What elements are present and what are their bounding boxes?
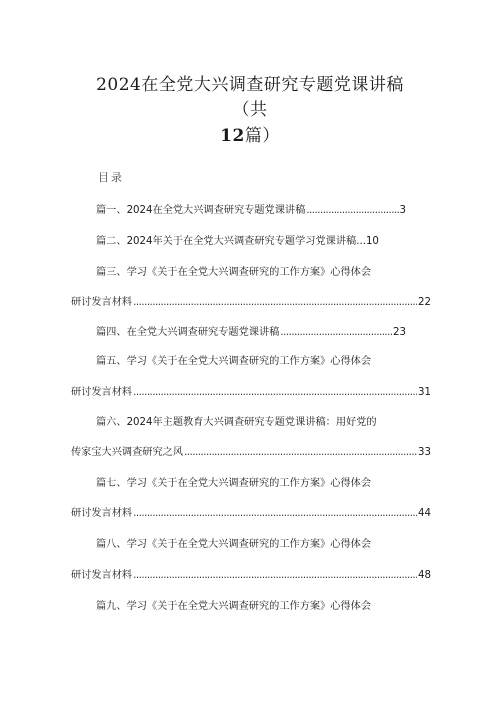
toc-entry-prefix: 篇六、 bbox=[96, 417, 127, 428]
toc-entry-cont: 研讨发言材料 bbox=[71, 387, 133, 398]
title-suffix: 篇） bbox=[244, 126, 280, 146]
toc-page-number: 22 bbox=[418, 297, 431, 308]
toc-entry-cont: 研讨发言材料 bbox=[71, 297, 133, 308]
toc-page-number: 23 bbox=[393, 327, 406, 338]
leader-dots bbox=[184, 447, 417, 458]
toc-entry-6-continuation[interactable] bbox=[71, 443, 431, 458]
leader-dots bbox=[280, 327, 392, 338]
toc-entry-prefix: 篇四、 bbox=[96, 327, 127, 338]
toc-entry-cont: 传家宝大兴调查研究之风 bbox=[71, 447, 184, 458]
toc-entry-prefix: 篇三、 bbox=[96, 267, 127, 278]
toc-entry-2[interactable] bbox=[96, 232, 406, 247]
leader-dots bbox=[133, 570, 417, 581]
leader-dots bbox=[133, 508, 417, 519]
toc-entry-5-continuation[interactable] bbox=[71, 383, 431, 398]
toc-entry-text: 学习《关于在全党大兴调查研究的工作方案》心得体会 bbox=[126, 601, 372, 612]
toc-entry-prefix: 篇五、 bbox=[96, 356, 127, 367]
title-line-3 bbox=[0, 121, 500, 146]
toc-entry-text: 2024年关于在全党大兴调查研究专题学习党课讲稿... bbox=[126, 236, 366, 247]
toc-entry-7-continuation[interactable] bbox=[71, 504, 431, 519]
toc-entry-text: 学习《关于在全党大兴调查研究的工作方案》心得体会 bbox=[126, 539, 372, 550]
toc-entry-prefix: 篇九、 bbox=[96, 601, 127, 612]
toc-entry-3[interactable] bbox=[96, 263, 371, 278]
toc-entry-text: 在全党大兴调查研究专题党课讲稿 bbox=[126, 327, 280, 338]
toc-entry-3-continuation[interactable] bbox=[71, 293, 431, 308]
toc-page-number: 44 bbox=[418, 508, 431, 519]
toc-entry-text: 学习《关于在全党大兴调查研究的工作方案》心得体会 bbox=[126, 267, 372, 278]
toc-page-number: 10 bbox=[365, 236, 379, 247]
toc-page-number: 3 bbox=[399, 205, 406, 216]
title-count: 12 bbox=[220, 126, 245, 146]
leader-dots bbox=[133, 387, 417, 398]
toc-entry-text: 学习《关于在全党大兴调查研究的工作方案》心得体会 bbox=[126, 478, 372, 489]
toc-entry-text: 2024年主题教育大兴调查研究专题党课讲稿：用好党的 bbox=[126, 417, 377, 428]
toc-entry-cont: 研讨发言材料 bbox=[71, 570, 133, 581]
toc-page-number: 48 bbox=[418, 570, 431, 581]
toc-entry-6[interactable] bbox=[96, 413, 377, 428]
toc-entry-8-continuation[interactable] bbox=[71, 566, 431, 581]
toc-entry-7[interactable] bbox=[96, 474, 371, 489]
toc-entry-cont: 研讨发言材料 bbox=[71, 508, 133, 519]
toc-entry-prefix: 篇二、 bbox=[96, 236, 127, 247]
toc-label: 目录 bbox=[98, 171, 124, 184]
toc-entry-prefix: 篇一、 bbox=[96, 205, 127, 216]
toc-entry-5[interactable] bbox=[96, 352, 371, 367]
toc-entry-8[interactable] bbox=[96, 535, 371, 550]
toc-entry-prefix: 篇七、 bbox=[96, 478, 127, 489]
toc-page-number: 33 bbox=[418, 447, 431, 458]
toc-entry-1[interactable] bbox=[96, 201, 406, 216]
leader-dots bbox=[133, 297, 417, 308]
toc-entry-text: 学习《关于在全党大兴调查研究的工作方案》心得体会 bbox=[126, 356, 372, 367]
title-line-1: 2024在全党大兴调查研究专题党课讲稿 bbox=[96, 75, 404, 95]
toc-entry-prefix: 篇八、 bbox=[96, 539, 127, 550]
leader-dots bbox=[306, 205, 398, 216]
title-line-2: （共 bbox=[232, 100, 268, 120]
toc-page-number: 31 bbox=[418, 387, 431, 398]
toc-entry-text: 2024在全党大兴调查研究专题党课讲稿 bbox=[126, 205, 306, 216]
toc-entry-4[interactable] bbox=[96, 323, 406, 338]
toc-entry-9[interactable] bbox=[96, 597, 371, 612]
